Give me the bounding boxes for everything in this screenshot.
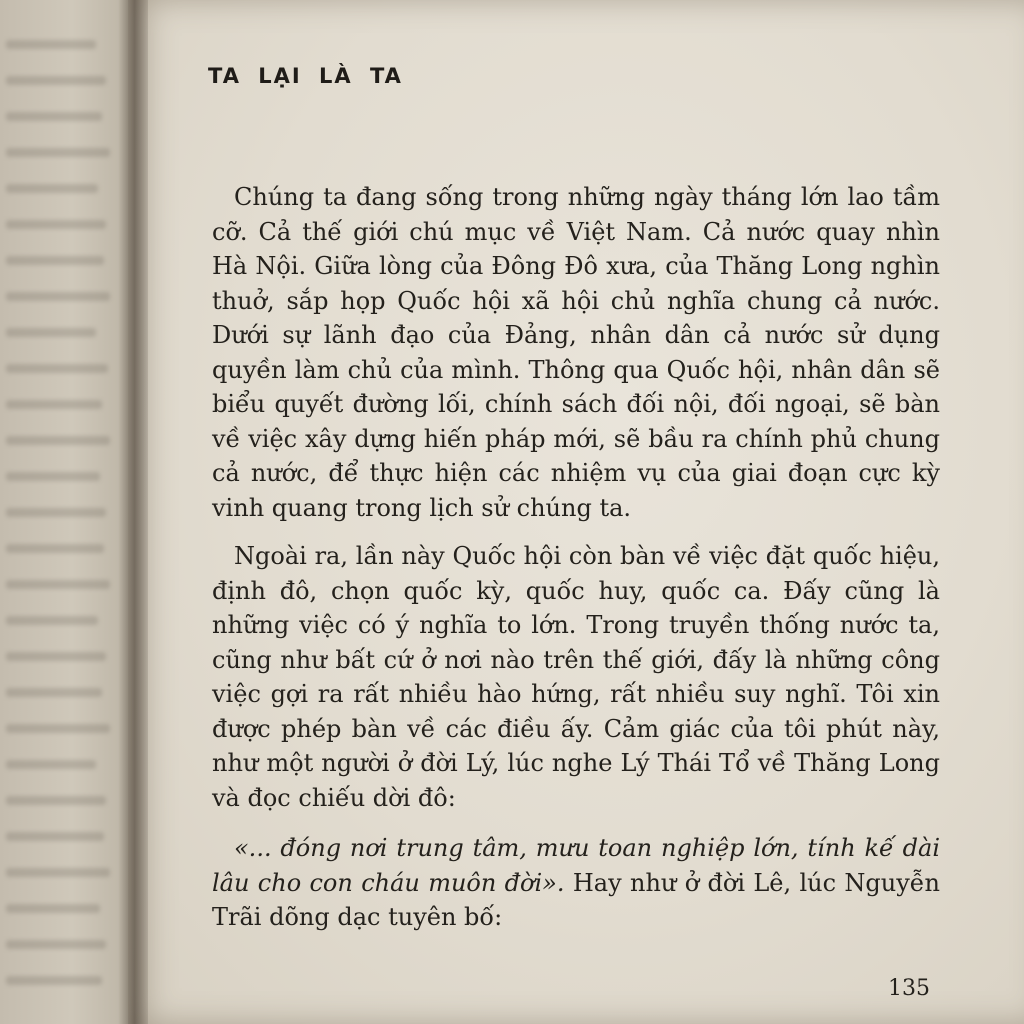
blurred-text-line [6,40,96,49]
blurred-text-line [6,508,106,517]
blurred-text-line [6,976,102,985]
paragraph-2: Ngoài ra, lần này Quốc hội còn bàn về việc đặt quốc hiệu, định đô, chọn quốc kỳ, quốc huy, quốc ca. Đấy cũng là những việc có ý nghĩa to lớn. Trong truyền thống nước ta, cũng như bất cứ ở nơi nào trên thế giới, đấy là những công việc gợi ra rất nhiều hào hứng, rất nhiều suy nghĩ. Tôi xin được phép bàn về các điều ấy. Cảm giác của tôi phút này, như một người ở đời Lý, lúc nghe Lý Thái Tổ về Thăng Long và đọc chiếu dời đô: [212,542,940,812]
page-number: 135 [888,976,930,1001]
blurred-text-line [6,292,110,301]
blurred-text-line [6,328,96,337]
book-gutter-shadow [118,0,148,1024]
blurred-text-line [6,400,102,409]
body-text [212,180,940,935]
blurred-text-line [6,256,104,265]
blurred-text-line [6,76,106,85]
blurred-text-line [6,688,102,697]
paragraph-1: Chúng ta đang sống trong những ngày tháng lớn lao tầm cỡ. Cả thế giới chú mục về Việt Nam. Cả nước quay nhìn Hà Nội. Giữa lòng của Đông Đô xưa, của Thăng Long nghìn thuở, sắp họp Quốc hội xã hội chủ nghĩa chung cả nước. Dưới sự lãnh đạo của Đảng, nhân dân cả nước sử dụng quyền làm chủ của mình. Thông qua Quốc hội, nhân dân sẽ biểu quyết đường lối, chính sách đối nội, đối ngoại, sẽ bàn về việc xây dựng hiến pháp mới, sẽ bầu ra chính phủ chung cả nước, để thực hiện các nhiệm vụ của giai đoạn cực kỳ vinh quang trong lịch sử chúng ta. [212,183,940,522]
blurred-text-line [6,184,98,193]
blurred-text-line [6,760,96,769]
blurred-text-line [6,148,110,157]
blurred-text-line [6,364,108,373]
blurred-text-line [6,616,98,625]
blurred-text-line [6,436,110,445]
blurred-text-line [6,832,104,841]
running-head: TA LẠI LÀ TA [208,64,403,88]
blurred-text-line [6,544,104,553]
quote-paragraph [212,831,940,935]
blurred-text-line [6,580,110,589]
blurred-text-line [6,796,106,805]
blurred-text-line [6,724,110,733]
blurred-text-line [6,652,106,661]
quote-italic-text: «... đóng nơi trung tâm, mưu toan nghiệp lớn, tính kế dài lâu cho con cháu muôn đời». [212,834,940,897]
blurred-text-line [6,472,100,481]
blurred-text-line [6,220,106,229]
blurred-text-line [6,904,100,913]
quote-continuation: Hay như ở đời Lê, lúc Nguyễn Trãi dõng dạc tuyên bố: [212,868,940,931]
blurred-text-line [6,940,106,949]
blurred-text-line [6,868,110,877]
blurred-text-line [6,112,102,121]
